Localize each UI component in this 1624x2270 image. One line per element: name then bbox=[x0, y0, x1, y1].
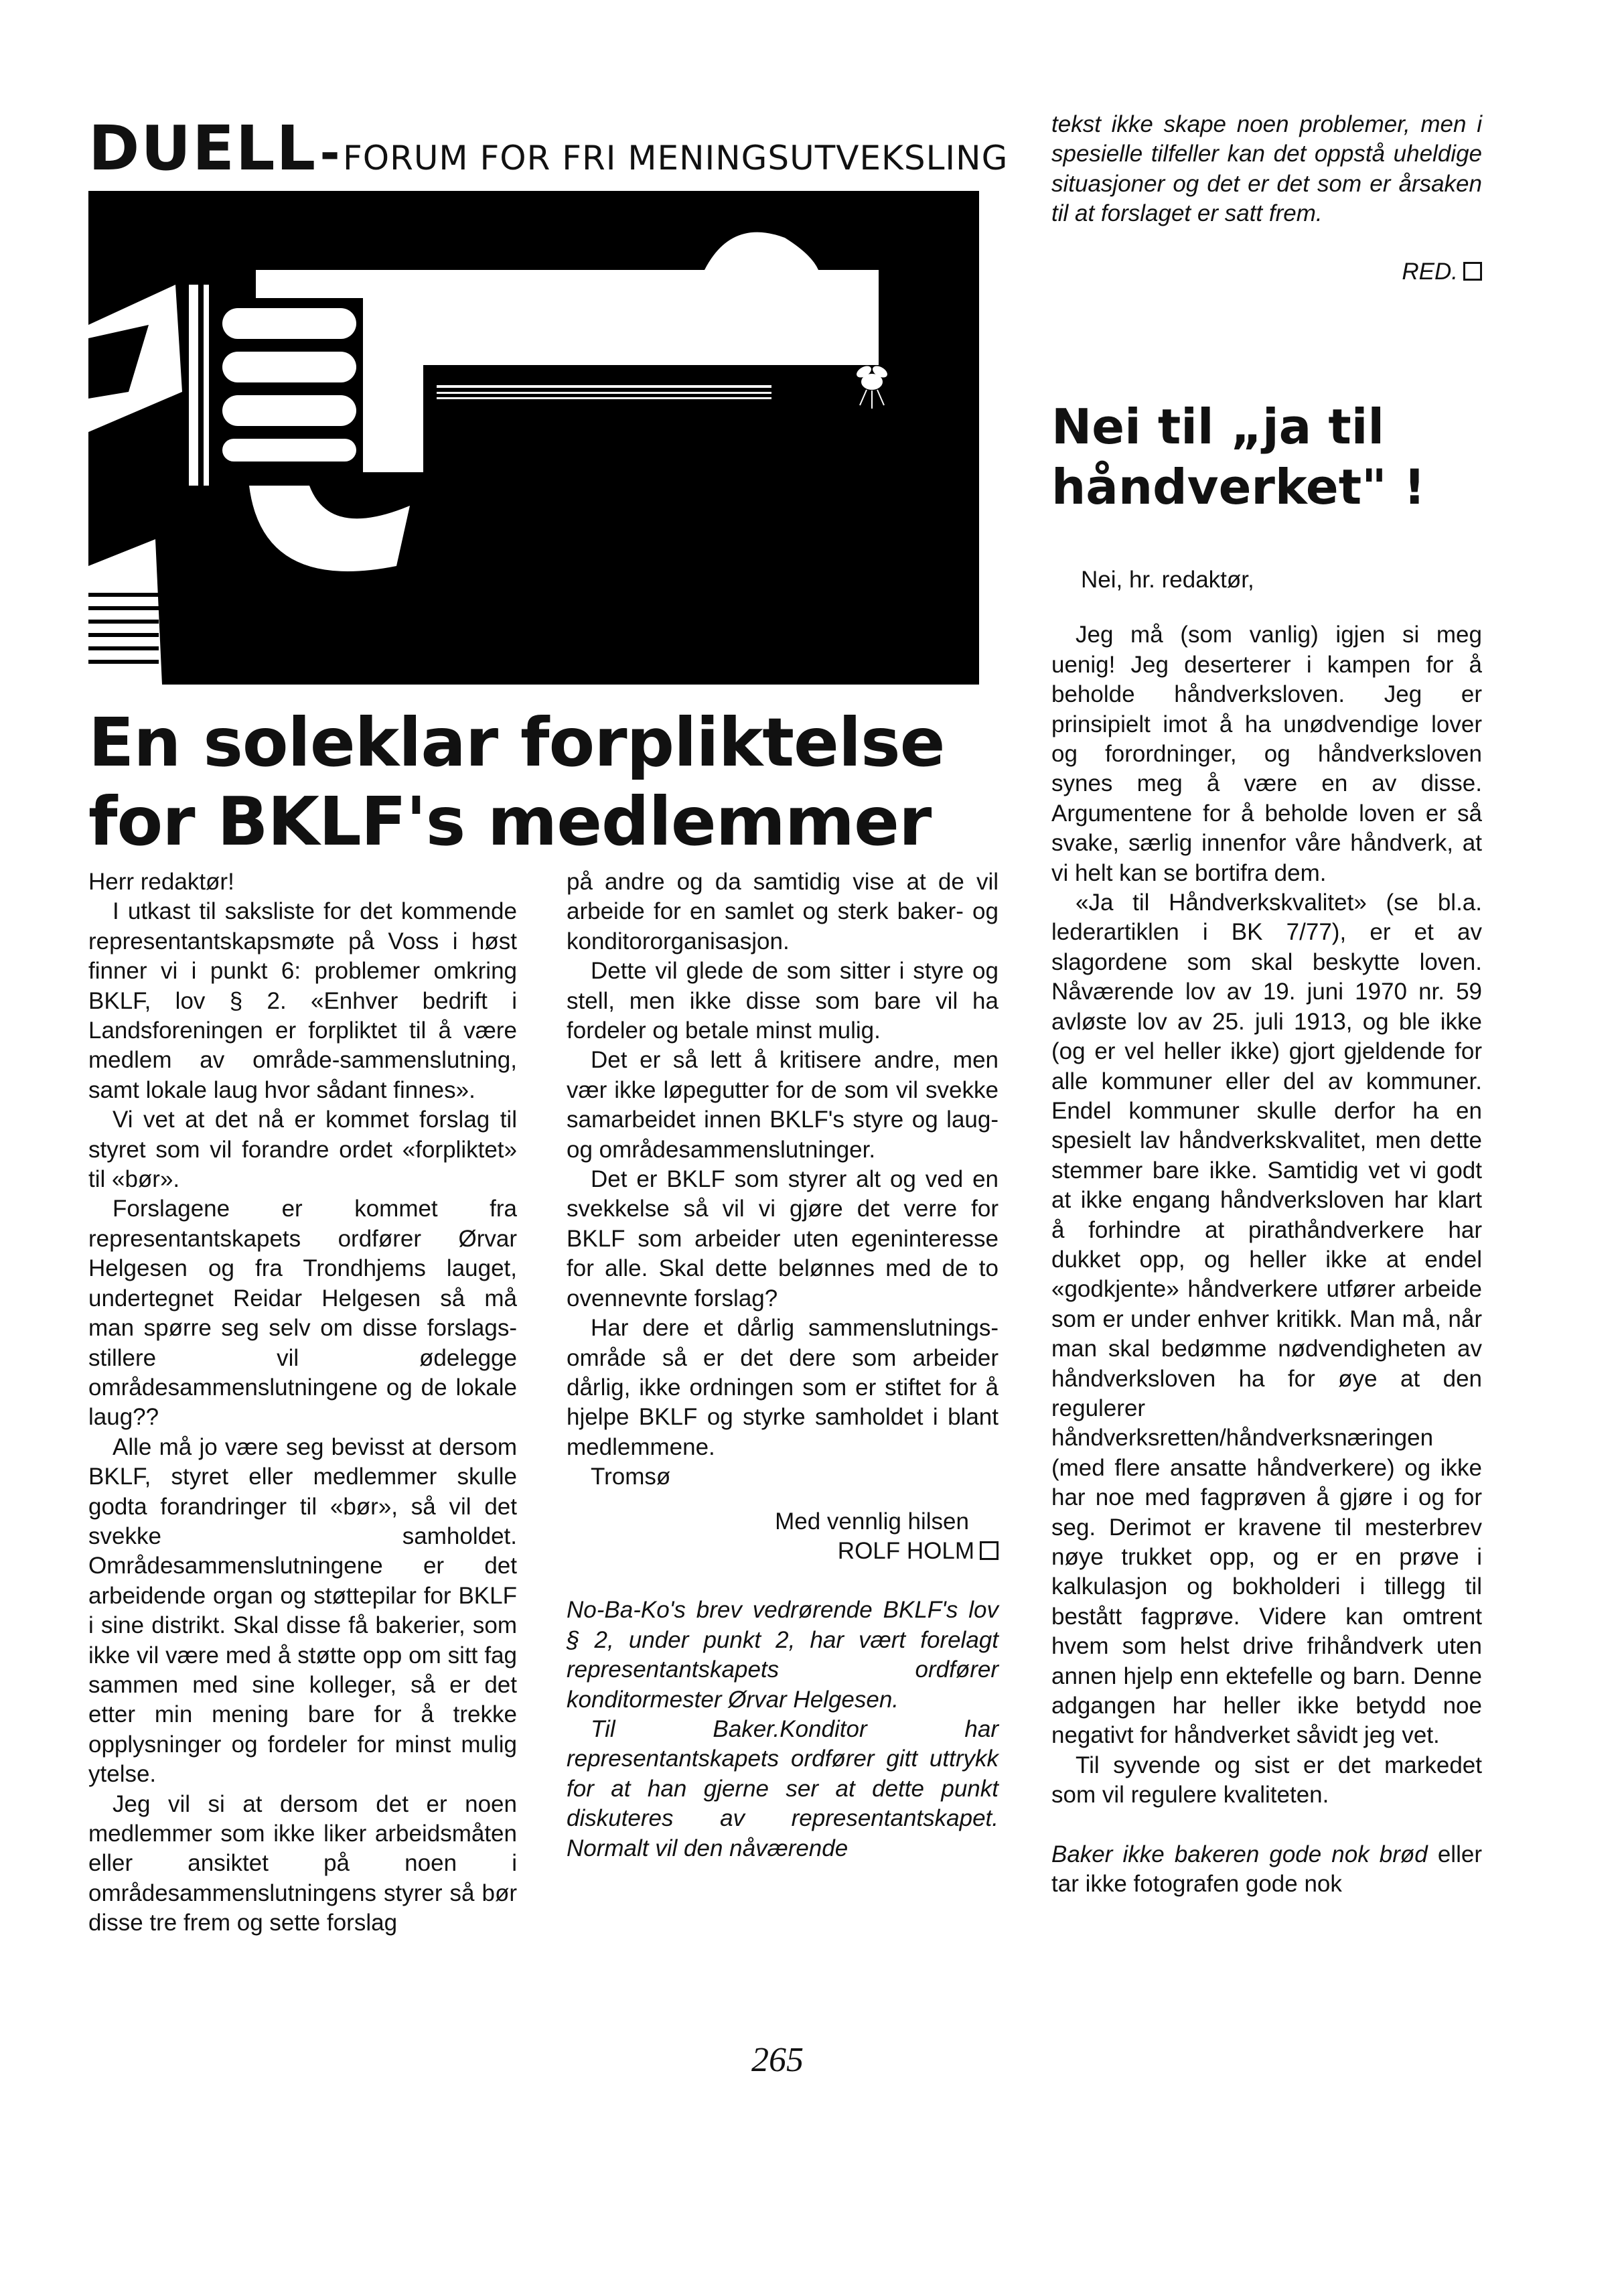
paragraph: Dette vil glede de som sitter i styre og stell, men ikke disse som bare vil ha fordeler og betale minst mulig. bbox=[567, 958, 999, 1044]
headline-line: håndverket" ! bbox=[1051, 459, 1426, 515]
paragraph: «Ja til Håndverkskvalitet» (se bl.a. lederartiklen i BK 7/77), er et av slagordene som skal beskytte loven. Nåværende lov av 19. juni 1970 nr. 59 avløste lov av 25. juli 1913, og ble ikke (og er vel heller ikke) gjort gjeldende for alle kommuner eller del av kommuner. Endel kommuner skulle derfor ha en spesielt lav håndverkskvalitet, men dette stemmer bare ikke. Samtidig vet vi godt at ikke engang håndverksloven har klart å forhindre at pirathåndverkere har dukket opp, og heller ikke at endel «godkjente» håndverkere utfører arbeide som er under enhver kritikk. Man må, når man skal bedømme nødvendigheten av håndverksloven ha for øye at den regulerer håndverksretten/håndverksnæringen (med flere ansatte håndverkere) og ikke har noe med fagprøven å gjøre i og for seg. Derimot er kravene til mesterbrev nøye trukket opp, og er en prøve i kalkulasjon og bokholderi i tillegg til bestått fagprøve. Videre kan omtrent hvem som helst drive frihåndverk uten annen hjelp enn ektefelle og barn. Denne adgangen har heller ikke betydd noe negativt for håndverket såvidt jeg vet. bbox=[1051, 890, 1482, 1749]
section-header bbox=[88, 113, 1019, 184]
headline-line: for BKLF's medlemmer bbox=[88, 782, 932, 861]
editor-sign-line bbox=[1051, 257, 1482, 287]
editor-note-paragraph: Til Baker.Konditor har representantskapets ordfører gitt uttrykk for at han gjerne ser at dette punkt diskuteres av representantskapet. Normalt vil den nåværende bbox=[567, 1715, 999, 1861]
page-number: 265 bbox=[751, 2041, 804, 2079]
paragraph: Jeg vil si at dersom det er noen medlemmer som ikke liker arbeidsmåten eller ansiktet på noen i områdesammenslutningens styrer så bør disse tre frem og sette forslag bbox=[88, 1790, 517, 1936]
salutation: Nei, hr. redaktør, bbox=[1081, 567, 1254, 593]
letter-headline bbox=[1051, 397, 1520, 517]
paragraph: Vi vet at det nå er kommet forslag til styret som vil forandre ordet «forpliktet» til «bør». bbox=[88, 1107, 517, 1193]
revolver-fly-illustration bbox=[88, 191, 979, 685]
editor-note-paragraph: No-Ba-Ko's brev vedrørende BKLF's lov § 2, under punkt 2, har vært forelagt representantskapets ordfører konditormester Ørvar Helgesen. bbox=[567, 1597, 999, 1713]
paragraph: Det er BKLF som styrer alt og ved en svekkelse så vil vi gjøre det verre for BKLF som arbeider uten egeninteresse for alle. Skal dette belønnes med de to ovennevnte forslag? bbox=[567, 1166, 999, 1311]
article-column-1 bbox=[88, 867, 517, 1938]
paragraph: Forslagene er kommet fra representantskapets ordfører Ørvar Helgesen og fra Trondhjems lauget, undertegnet Reidar Helgesen så må man spørre seg selv om disse forslags-stillere vil ødelegge områdesammenslutningene og de lokale laug?? bbox=[88, 1196, 517, 1431]
revolver-icon bbox=[88, 191, 979, 685]
end-mark-icon bbox=[980, 1541, 999, 1560]
article-column-2 bbox=[567, 867, 999, 1863]
article-column-3 bbox=[1051, 565, 1482, 1899]
closing: Med vennlig hilsen bbox=[775, 1508, 969, 1535]
paragraph: Har dere et dårlig sammenslutnings-område så er det dere som arbeider dårlig, ikke ordningen som er stiftet for å hjelpe BKLF og styrke samholdet i blant medlemmene. bbox=[567, 1315, 999, 1460]
paragraph: Til syvende og sist er det markedet som vil regulere kvaliteten. bbox=[1051, 1752, 1482, 1808]
end-mark-icon bbox=[1463, 262, 1482, 281]
header-separator: - bbox=[319, 125, 340, 181]
signature: ROLF HOLM bbox=[837, 1537, 974, 1564]
paragraph: på andre og da samtidig vise at de vil arbeide for en samlet og sterk baker- og konditororganisasjon. bbox=[567, 869, 999, 954]
place-name: Tromsø bbox=[591, 1464, 671, 1490]
signature-line bbox=[567, 1537, 999, 1566]
editor-note-continuation: tekst ikke skape noen problemer, men i spesielle tilfeller kan det oppstå uheldige situasjoner og det er det som er årsaken til at forslaget er satt frem. bbox=[1051, 111, 1482, 227]
section-subtitle: FORUM FOR FRI MENINGSUTVEKSLING bbox=[342, 139, 1009, 178]
editor-note bbox=[567, 1595, 999, 1863]
section-title: DUELL bbox=[88, 113, 317, 184]
article-headline bbox=[88, 703, 979, 861]
paragraph: I utkast til saksliste for det kommende representantskapsmøte på Voss i høst finner vi i punkt 6: problemer omkring BKLF, lov § 2. «Enhver bedrift i Landsforeningen er forpliktet til å være medlem av område-sammenslutning, samt lokale laug hvor sådant finnes». bbox=[88, 898, 517, 1103]
paragraph bbox=[1051, 1840, 1482, 1900]
paragraph: Jeg må (som vanlig) igjen si meg uenig! Jeg deserterer i kampen for å beholde håndverksloven. Jeg er prinsipielt imot å ha unødvendige lover og forordninger, og håndverksloven synes meg å være en av disse. Argumentene for å beholde loven er så svake, særlig innenfor våre håndverk, at vi helt kan se bortifra dem. bbox=[1051, 622, 1482, 886]
signature-block bbox=[567, 1507, 999, 1567]
paragraph: Alle må jo være seg bevisst at dersom BKLF, styret eller medlemmer skulle godta forandringer til «bør», så vil det svekke samholdet. Områdesammenslutningene er det arbeidende organ og støttepilar for BKLF i sine distrikt. Skal disse få bakerier, som ikke vil være med å støtte opp om sitt fag sammen med sine kolleger, så er det etter min mening bare for å trekke opplysninger og fordeler for minst mulig ytelse. bbox=[88, 1433, 517, 1788]
headline-line: Nei til „ja til bbox=[1051, 399, 1385, 455]
headline-line: En soleklar forpliktelse bbox=[88, 703, 945, 782]
editor-sign: RED. bbox=[1402, 259, 1458, 285]
paragraph: Det er så lett å kritisere andre, men vær ikke løpegutter for de som vil svekke samarbeidet innen BKLF's styre og laug- og områdesammenslutninger. bbox=[567, 1047, 999, 1163]
text: eller tar ikke fotografen gode nok bbox=[1051, 1841, 1482, 1898]
italic-text: Baker ikke bakeren gode nok brød bbox=[1051, 1841, 1428, 1867]
salutation: Herr redaktør! bbox=[88, 869, 234, 895]
